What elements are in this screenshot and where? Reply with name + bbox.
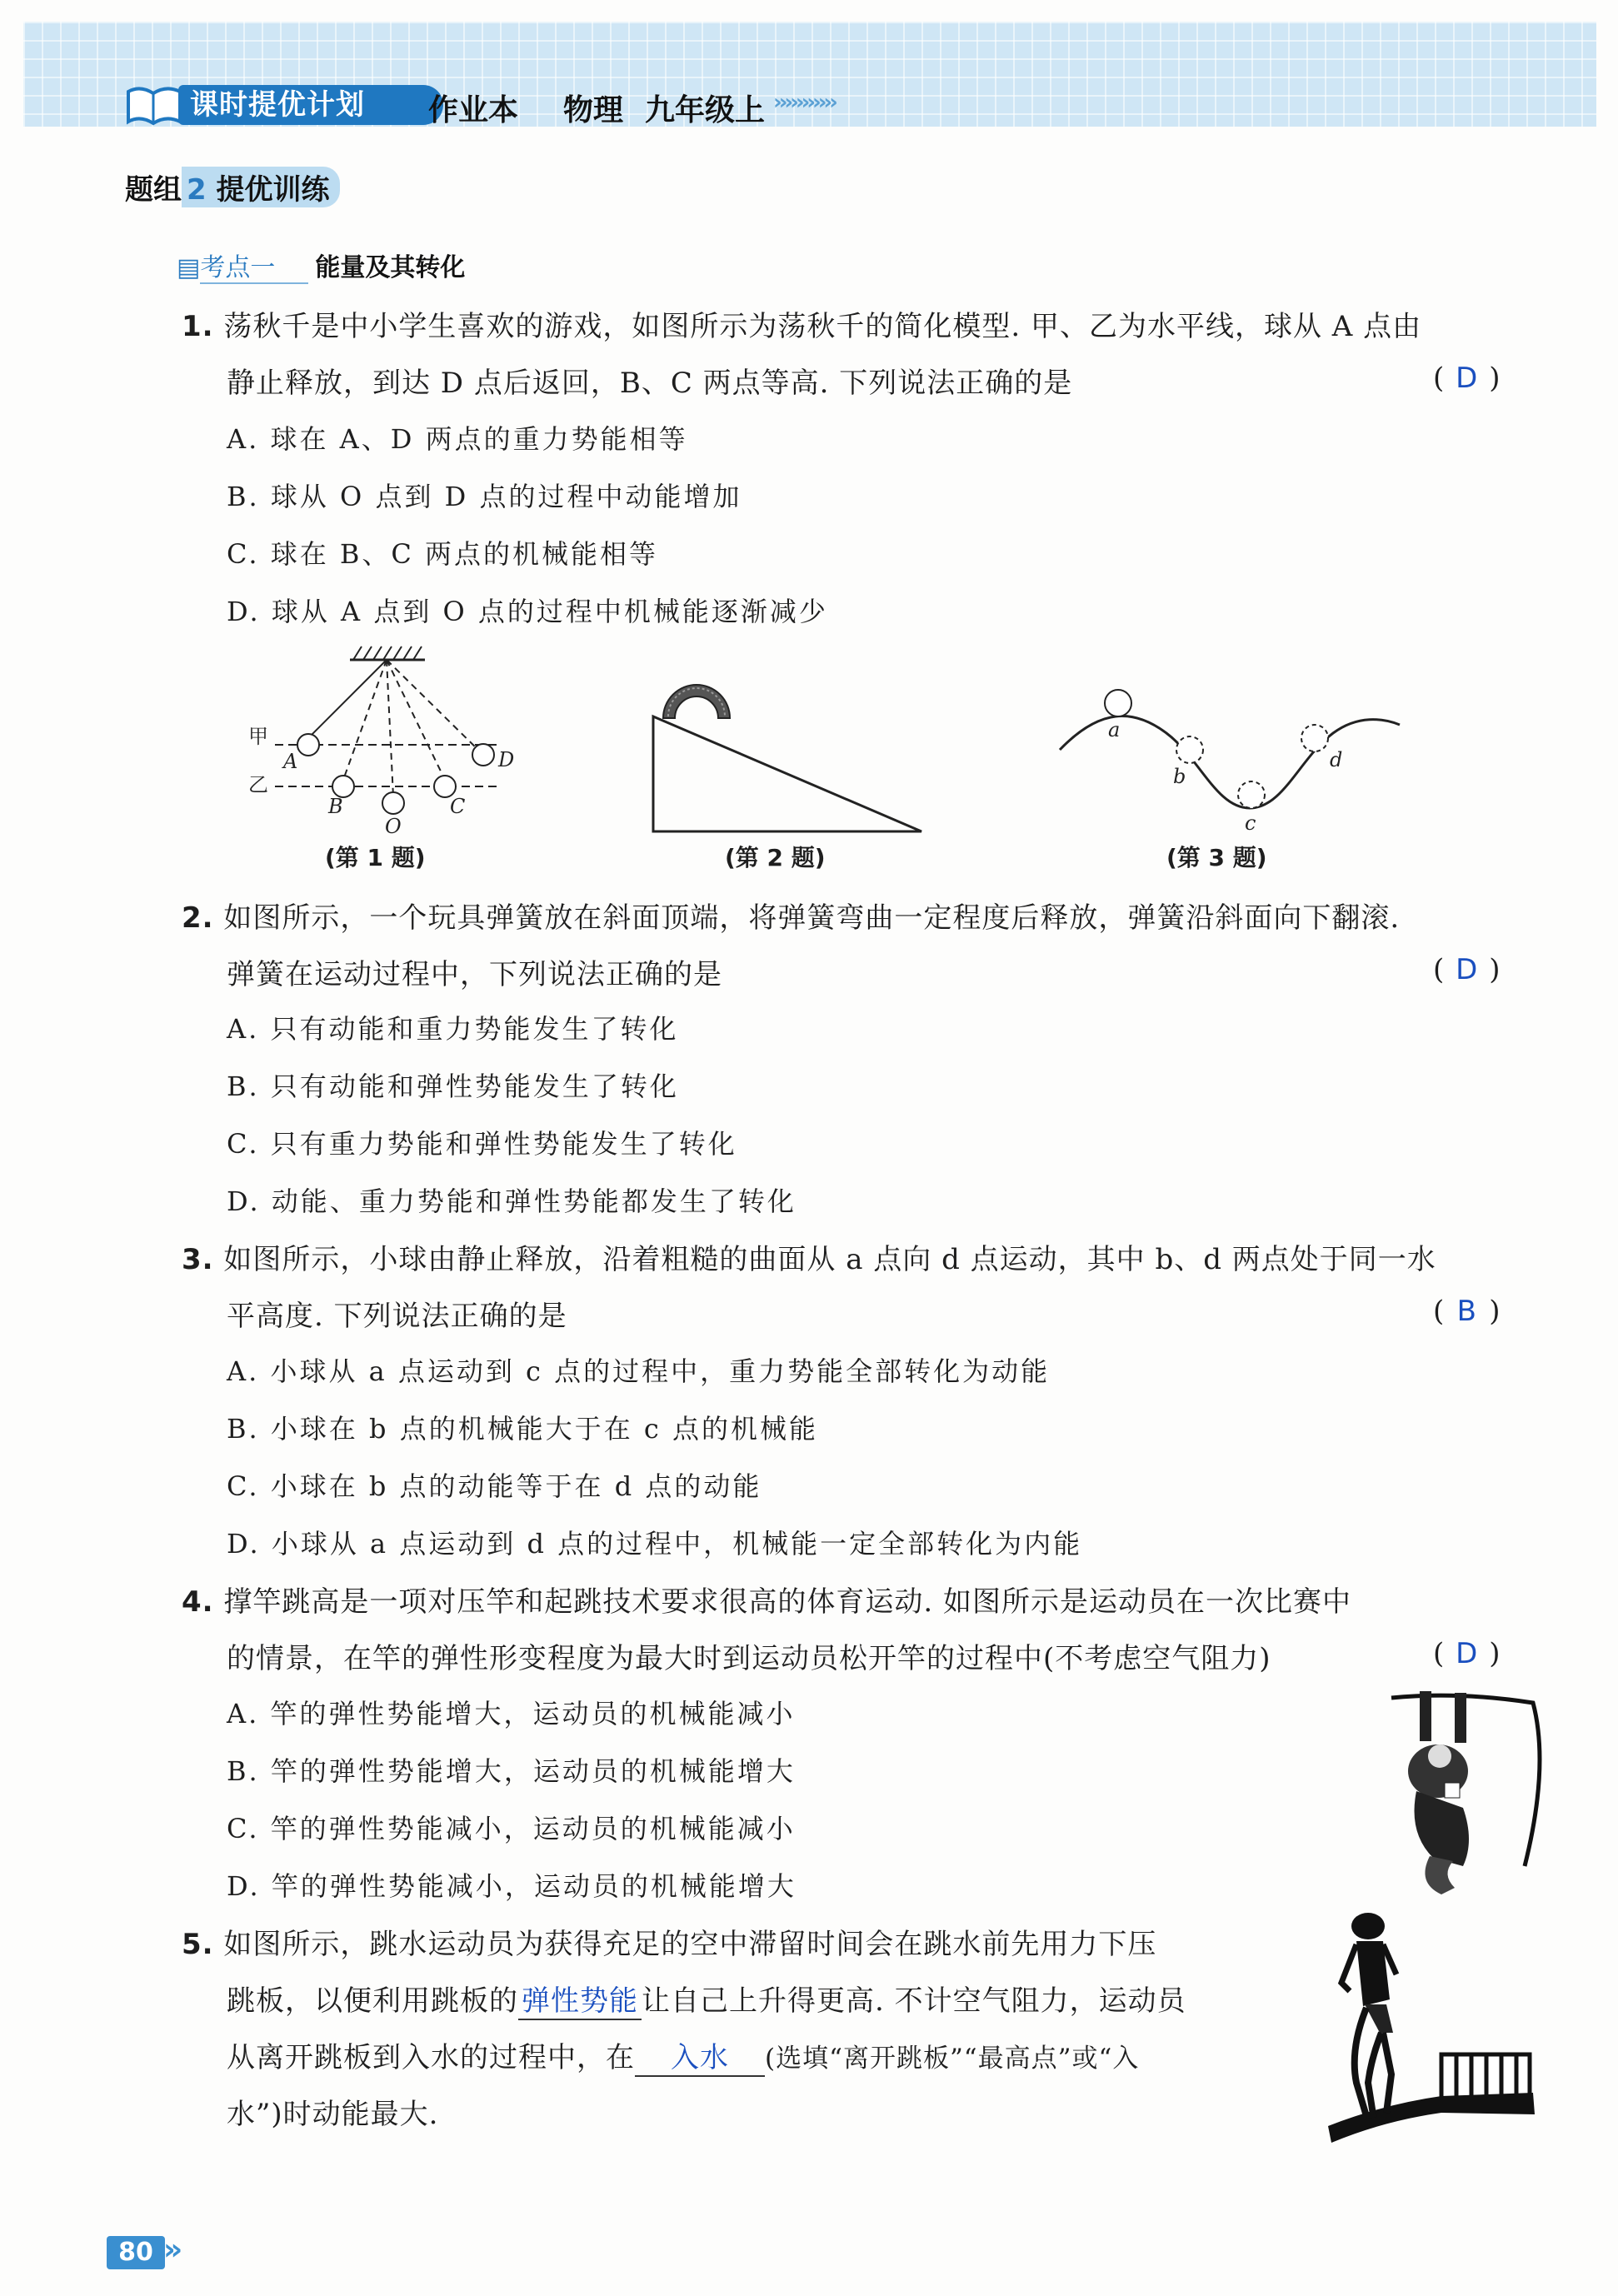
question-2-line-2: 弹簧在运动过程中，下列说法正确的是 [227, 958, 722, 991]
figure-5-diver [1316, 1908, 1541, 2149]
kaodian-title: 能量及其转化 [315, 253, 466, 282]
fill-blank-1: 弹性势能 [518, 1978, 642, 2020]
label-c: C [450, 795, 466, 818]
subject: 物理 [563, 93, 624, 127]
q1-option-c: C. 球在 B、C 两点的机械能相等 [227, 538, 659, 570]
question-5-line-2: 跳板，以便利用跳板的 弹性势能 让自己上升得更高. 不计空气阻力，运动员 [227, 1978, 1186, 2020]
label-d: d [1330, 748, 1343, 771]
label-a: A [283, 750, 298, 773]
label-d: D [498, 748, 515, 771]
q4-option-d: D. 竿的弹性势能减小，运动员的机械能增大 [227, 1870, 797, 1902]
question-4-line-2: 的情景，在竿的弹性形变程度为最大时到运动员松开竿的过程中(不考虑空气阻力) [227, 1642, 1271, 1675]
figure-1-swing [242, 641, 542, 841]
grade: 九年级上 [645, 93, 766, 127]
q3-option-a: A. 小球从 a 点运动到 c 点的过程中，重力势能全部转化为动能 [227, 1355, 1051, 1387]
q3-option-b: B. 小球在 b 点的机械能大于在 c 点的机械能 [227, 1413, 818, 1445]
figure-4-pole-vaulter [1383, 1691, 1550, 1899]
label-b: b [1173, 765, 1186, 788]
question-1-line-1: 1. 荡秋千是中小学生喜欢的游戏，如图所示为荡秋千的简化模型. 甲、乙为水平线，球从 A 点由 [182, 310, 1422, 343]
answer-4: ( D ) [1433, 1637, 1501, 1670]
q1-option-a: A. 球在 A、D 两点的重力势能相等 [227, 423, 688, 455]
question-2-line-1: 2. 如图所示，一个玩具弹簧放在斜面顶端，将弹簧弯曲一定程度后释放，弹簧沿斜面向下翻滚. [182, 901, 1401, 935]
list-icon: ▤ [177, 253, 201, 282]
label-yi: 乙 [248, 773, 268, 796]
book-type: 作业本 [428, 93, 519, 127]
question-5-line-1: 5. 如图所示，跳水运动员为获得充足的空中滞留时间会在跳水前先用力下压 [182, 1928, 1157, 1961]
q3-option-c: C. 小球在 b 点的动能等于在 d 点的动能 [227, 1470, 762, 1502]
label-o: O [385, 815, 402, 838]
chevron-right-icon: » [163, 2233, 183, 2267]
question-4-line-1: 4. 撑竿跳高是一项对压竿和起跳技术要求很高的体育运动. 如图所示是运动员在一次比赛中 [182, 1585, 1352, 1619]
q4-option-a: A. 竿的弹性势能增大，运动员的机械能减小 [227, 1698, 796, 1729]
answer-2: ( D ) [1433, 953, 1501, 986]
question-1-line-2: 静止释放，到达 D 点后返回，B、C 两点等高. 下列说法正确的是 [227, 367, 1073, 400]
answer-3: ( B ) [1433, 1295, 1501, 1328]
q1-option-d: D. 球从 A 点到 O 点的过程中机械能逐渐减少 [227, 596, 828, 627]
section-heading [125, 167, 340, 207]
q2-option-b: B. 只有动能和弹性势能发生了转化 [227, 1071, 679, 1102]
spring-icon [663, 685, 730, 718]
q4-option-c: C. 竿的弹性势能减小，运动员的机械能减小 [227, 1813, 796, 1844]
question-3-line-1: 3. 如图所示，小球由静止释放，沿着粗糙的曲面从 a 点向 d 点运动，其中 b、d 两点处于同一水 [182, 1243, 1436, 1276]
q3-option-d: D. 小球从 a 点运动到 d 点的过程中，机械能一定全部转化为内能 [227, 1528, 1083, 1560]
label-b: B [328, 795, 343, 818]
kaodian-tag: 考点一 [200, 253, 308, 284]
figure-2-incline [642, 650, 933, 833]
label-jia: 甲 [248, 725, 268, 748]
page-number: 80 [107, 2236, 165, 2269]
figure-3-curve [1050, 641, 1408, 833]
q2-option-d: D. 动能、重力势能和弹性势能都发生了转化 [227, 1185, 797, 1217]
q2-option-a: A. 只有动能和重力势能发生了转化 [227, 1013, 679, 1045]
label-a: a [1108, 718, 1121, 741]
question-3-line-2: 平高度. 下列说法正确的是 [227, 1300, 567, 1333]
figure-2-caption: (第 2 题) [725, 844, 826, 871]
q4-option-b: B. 竿的弹性势能增大，运动员的机械能增大 [227, 1755, 796, 1787]
brand-title: 课时提优计划 [178, 85, 443, 125]
fill-blank-2: 入水 [635, 2034, 765, 2077]
figure-1-caption: (第 1 题) [325, 844, 426, 871]
label-c: c [1245, 811, 1256, 833]
figure-3-caption: (第 3 题) [1166, 844, 1267, 871]
q2-option-c: C. 只有重力势能和弹性势能发生了转化 [227, 1128, 737, 1160]
section-title: 提优训练 [216, 173, 330, 207]
kaodian-heading [177, 247, 465, 283]
q1-option-b: B. 球从 O 点到 D 点的过程中动能增加 [227, 481, 742, 512]
question-5-line-3: 从离开跳板到入水的过程中，在 入水 (选填“离开跳板”“最高点”或“入 [227, 2034, 1139, 2077]
chevron-decoration: ››››››››››› [773, 90, 835, 115]
book-icon [125, 83, 183, 127]
group-number: 2 [187, 173, 207, 207]
group-label: 题组 [125, 173, 182, 207]
answer-1: ( D ) [1433, 362, 1501, 395]
question-5-line-4: 水”)时动能最大. [227, 2098, 439, 2131]
